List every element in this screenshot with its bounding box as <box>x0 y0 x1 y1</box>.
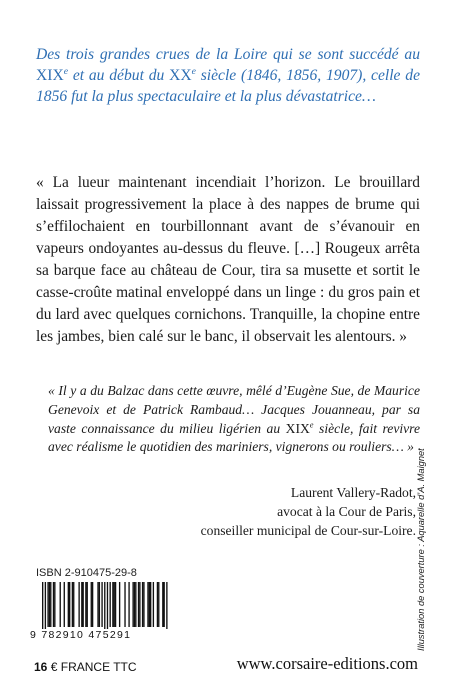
barcode-bar <box>50 582 51 627</box>
barcode-bar <box>115 582 116 627</box>
barcode-bar <box>110 582 111 627</box>
barcode-bar <box>134 582 135 627</box>
price <box>34 660 137 674</box>
barcode-bar <box>72 582 73 627</box>
barcode-bar <box>150 582 151 627</box>
barcode-bar <box>166 582 167 632</box>
barcode-bar <box>143 582 144 627</box>
barcode-bar <box>53 582 54 627</box>
barcode-bar <box>97 582 98 627</box>
barcode-bar <box>162 582 163 627</box>
barcode-bar <box>147 582 148 627</box>
barcode-bar <box>114 582 115 627</box>
barcode-bar <box>64 582 65 627</box>
barcode-bar <box>81 582 82 627</box>
barcode-bar <box>153 582 154 627</box>
review-signature <box>116 483 416 540</box>
intro-century-2-sup: e <box>191 65 196 77</box>
review-text-tail: siècle, fait revivre avec réalisme le quotidien des mariniers, vignerons ou rouliers… » <box>48 420 420 455</box>
barcode-bar <box>158 582 159 627</box>
intro-text-lead: Des trois grandes crues de la Loire qui se sont succédé au <box>36 46 420 63</box>
signature-role: avocat à la Cour de Paris, <box>277 504 416 519</box>
barcode-bar <box>107 582 108 632</box>
intro-text-tail: siècle (1846, 1856, 1907), celle de 1856 fut la plus spectaculaire et la plus dévastatrice… <box>36 67 420 105</box>
barcode-bar <box>47 582 48 627</box>
barcode-bar <box>139 582 140 627</box>
intro-century-1: XIX <box>36 67 64 84</box>
barcode-bar <box>157 582 158 627</box>
barcode-bar <box>119 582 120 627</box>
barcode-bar <box>54 582 55 627</box>
intro-text-middle: et au début du <box>68 67 170 84</box>
barcode-bar <box>60 582 61 627</box>
barcode-bar <box>138 582 139 627</box>
barcode-bar <box>73 582 74 627</box>
signature-name: Laurent Vallery-Radot, <box>290 485 416 500</box>
barcode-bar <box>69 582 70 627</box>
intro-century-1-sup: e <box>63 65 69 77</box>
barcode-bar <box>91 582 92 627</box>
publisher-website: www.corsaire-editions.com <box>236 654 418 673</box>
barcode-bar <box>112 582 113 627</box>
barcode-bar <box>49 582 50 627</box>
isbn-label: ISBN 2-910475-29-8 <box>36 567 137 579</box>
barcode-bar <box>83 582 84 627</box>
barcode-bar <box>99 582 100 627</box>
barcode-bar <box>142 582 143 627</box>
review-text-lead: « Il y a du Balzac dans cette œuvre, mêlé d’Eugène Sue, de Maurice Genevoix et de Patrick Rambaud… Jacques Jouanneau, par sa vaste connaissance du milieu ligérien au <box>48 383 420 436</box>
barcode-bar <box>87 582 88 627</box>
barcode-bar <box>45 582 46 632</box>
intro-blurb <box>36 44 420 107</box>
barcode-bar <box>42 582 43 632</box>
barcode-digits: 9 782910 475291 <box>30 629 170 641</box>
barcode-bar <box>92 582 93 627</box>
price-amount: 16 <box>34 660 48 674</box>
barcode-bar <box>135 582 136 627</box>
review-century: XIX <box>285 420 310 436</box>
barcode-bar <box>128 582 129 627</box>
barcode-bar <box>132 582 133 627</box>
barcode-bar <box>68 582 69 627</box>
barcode-bar <box>78 582 79 627</box>
review-century-sup: e <box>309 419 314 430</box>
barcode-bar <box>101 582 102 627</box>
price-label: FRANCE TTC <box>60 660 137 674</box>
signature-office: conseiller municipal de Cour-sur-Loire. <box>200 523 416 538</box>
intro-century-2: XX <box>169 67 192 84</box>
barcode-bar <box>124 582 125 627</box>
barcode-bar <box>85 582 86 627</box>
book-excerpt: « La lueur maintenant incendiait l’horizon. Le brouillard laissait progressivement la place à des nappes de brume qui s’effilochaient en tourbillonnant avant de s’évanouir en vapeurs ondoyantes au-dessus du fleuve. […] Rougeux arrêta sa barque face au château de Cour, tira sa musette et sortit le casse-croûte matinal enveloppé dans un linge : du gros pain et du lard avec quelques cornichons. Tranquille, la chopine entre les jambes, bien calé sur le banc, il observait les alentours. » <box>36 174 420 345</box>
review-quote <box>48 382 420 457</box>
barcode-bar <box>164 582 165 627</box>
cover-illustration-credit: Illustration de couverture : Aquarelle d’A. Maignet <box>416 448 426 651</box>
barcode-bar <box>104 582 105 632</box>
barcode-bar <box>149 582 150 627</box>
price-currency: € <box>50 660 58 674</box>
